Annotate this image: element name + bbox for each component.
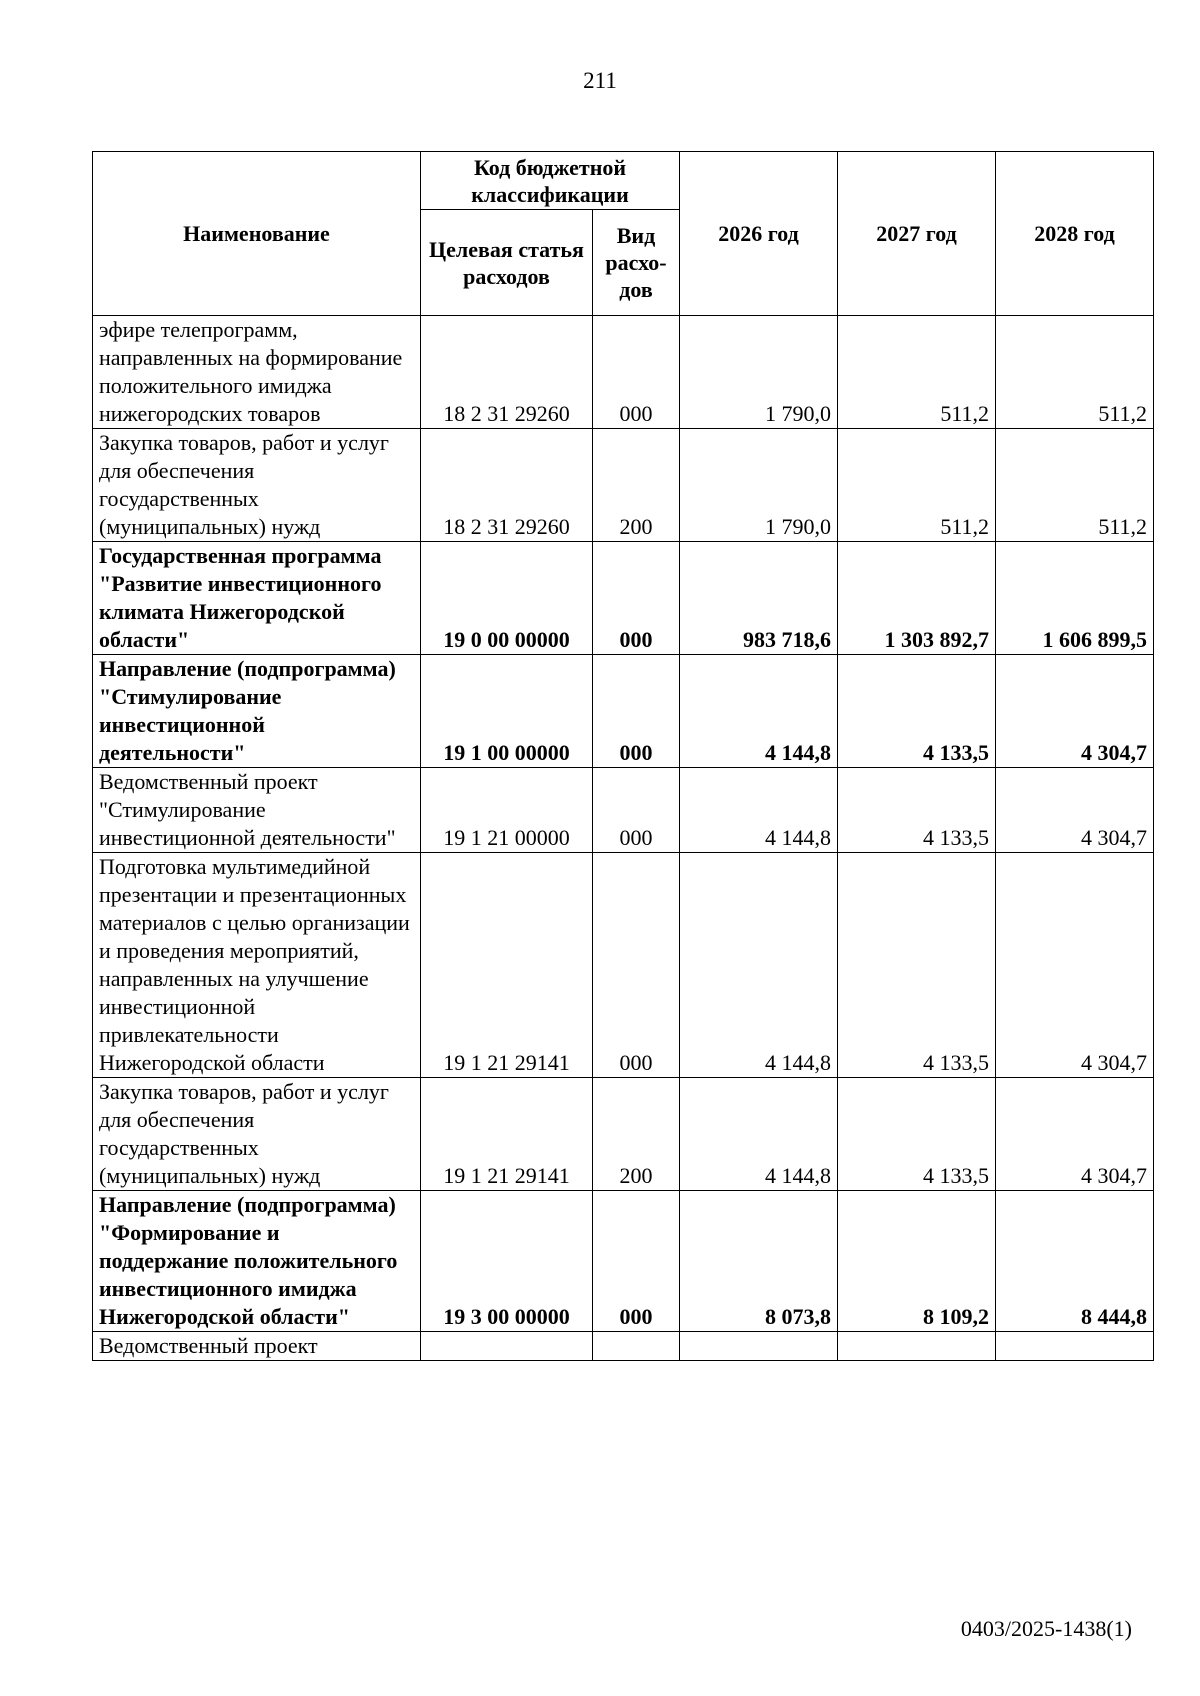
row-name-cell: Подготовка мультимедийной презентации и презентационных материалов с целью организации и проведения мероприятий, направленных на улучшение инвестиционной привлекательности Нижегородской области bbox=[93, 853, 421, 1078]
row-expense-kind-cell bbox=[593, 1332, 680, 1361]
row-2026-cell: 8 073,8 bbox=[680, 1191, 838, 1332]
row-target-article-cell bbox=[421, 1332, 593, 1361]
row-target-article-cell: 18 2 31 29260 bbox=[421, 316, 593, 429]
row-name-cell: Направление (подпрограмма) "Стимулирование инвестиционной деятельности" bbox=[93, 655, 421, 768]
header-year-2027: 2027 год bbox=[838, 152, 996, 316]
row-name-cell: Закупка товаров, работ и услуг для обеспечения государственных (муниципальных) нужд bbox=[93, 1078, 421, 1191]
row-name-cell: Ведомственный проект bbox=[93, 1332, 421, 1361]
table-row bbox=[93, 1191, 1154, 1332]
row-2028-cell: 511,2 bbox=[996, 316, 1154, 429]
row-2027-cell: 4 133,5 bbox=[838, 768, 996, 853]
document-code: 0403/2025-1438(1) bbox=[960, 1616, 1132, 1641]
header-expense-kind: Вид расхо-дов bbox=[593, 210, 680, 316]
table-row bbox=[93, 542, 1154, 655]
row-2026-cell: 4 144,8 bbox=[680, 853, 838, 1078]
row-2027-cell bbox=[838, 1332, 996, 1361]
header-target-article: Целевая статья расходов bbox=[421, 210, 593, 316]
table-row bbox=[93, 768, 1154, 853]
row-2027-cell: 511,2 bbox=[838, 316, 996, 429]
row-target-article-cell: 19 1 00 00000 bbox=[421, 655, 593, 768]
row-2027-cell: 4 133,5 bbox=[838, 1078, 996, 1191]
header-name: Наименование bbox=[93, 152, 421, 316]
table-row bbox=[93, 1332, 1154, 1361]
header-budget-code: Код бюджетной классификации bbox=[421, 152, 680, 210]
row-target-article-cell: 18 2 31 29260 bbox=[421, 429, 593, 542]
row-expense-kind-cell: 000 bbox=[593, 1191, 680, 1332]
row-expense-kind-cell: 000 bbox=[593, 768, 680, 853]
row-name-cell: Государственная программа "Развитие инвестиционного климата Нижегородской области" bbox=[93, 542, 421, 655]
row-name-cell: Ведомственный проект "Стимулирование инвестиционной деятельности" bbox=[93, 768, 421, 853]
table-row bbox=[93, 853, 1154, 1078]
table-row bbox=[93, 429, 1154, 542]
row-2028-cell: 8 444,8 bbox=[996, 1191, 1154, 1332]
row-expense-kind-cell: 200 bbox=[593, 429, 680, 542]
row-name-cell: эфире телепрограмм, направленных на формирование положительного имиджа нижегородских товаров bbox=[93, 316, 421, 429]
row-2028-cell: 511,2 bbox=[996, 429, 1154, 542]
header-year-2028: 2028 год bbox=[996, 152, 1154, 316]
row-expense-kind-cell: 000 bbox=[593, 316, 680, 429]
row-target-article-cell: 19 1 21 00000 bbox=[421, 768, 593, 853]
row-2028-cell: 4 304,7 bbox=[996, 655, 1154, 768]
table-row bbox=[93, 655, 1154, 768]
page-number: 211 bbox=[583, 68, 617, 93]
row-2026-cell: 983 718,6 bbox=[680, 542, 838, 655]
row-target-article-cell: 19 1 21 29141 bbox=[421, 853, 593, 1078]
row-target-article-cell: 19 0 00 00000 bbox=[421, 542, 593, 655]
row-2026-cell: 1 790,0 bbox=[680, 316, 838, 429]
row-2028-cell: 4 304,7 bbox=[996, 1078, 1154, 1191]
row-target-article-cell: 19 3 00 00000 bbox=[421, 1191, 593, 1332]
row-2028-cell: 4 304,7 bbox=[996, 768, 1154, 853]
row-expense-kind-cell: 000 bbox=[593, 655, 680, 768]
row-2027-cell: 1 303 892,7 bbox=[838, 542, 996, 655]
budget-table bbox=[92, 151, 1154, 1361]
row-expense-kind-cell: 200 bbox=[593, 1078, 680, 1191]
row-target-article-cell: 19 1 21 29141 bbox=[421, 1078, 593, 1191]
table-row bbox=[93, 1078, 1154, 1191]
row-name-cell: Направление (подпрограмма) "Формирование и поддержание положительного инвестиционного имиджа Нижегородской области" bbox=[93, 1191, 421, 1332]
row-2027-cell: 4 133,5 bbox=[838, 853, 996, 1078]
row-2027-cell: 4 133,5 bbox=[838, 655, 996, 768]
row-2028-cell: 4 304,7 bbox=[996, 853, 1154, 1078]
row-expense-kind-cell: 000 bbox=[593, 853, 680, 1078]
row-expense-kind-cell: 000 bbox=[593, 542, 680, 655]
row-2026-cell: 4 144,8 bbox=[680, 768, 838, 853]
header-year-2026: 2026 год bbox=[680, 152, 838, 316]
row-2026-cell: 4 144,8 bbox=[680, 655, 838, 768]
row-2026-cell: 4 144,8 bbox=[680, 1078, 838, 1191]
row-2026-cell: 1 790,0 bbox=[680, 429, 838, 542]
row-2028-cell: 1 606 899,5 bbox=[996, 542, 1154, 655]
row-2027-cell: 8 109,2 bbox=[838, 1191, 996, 1332]
table-body bbox=[93, 316, 1154, 1361]
table-row bbox=[93, 316, 1154, 429]
row-2027-cell: 511,2 bbox=[838, 429, 996, 542]
row-2026-cell bbox=[680, 1332, 838, 1361]
row-2028-cell bbox=[996, 1332, 1154, 1361]
row-name-cell: Закупка товаров, работ и услуг для обеспечения государственных (муниципальных) нужд bbox=[93, 429, 421, 542]
